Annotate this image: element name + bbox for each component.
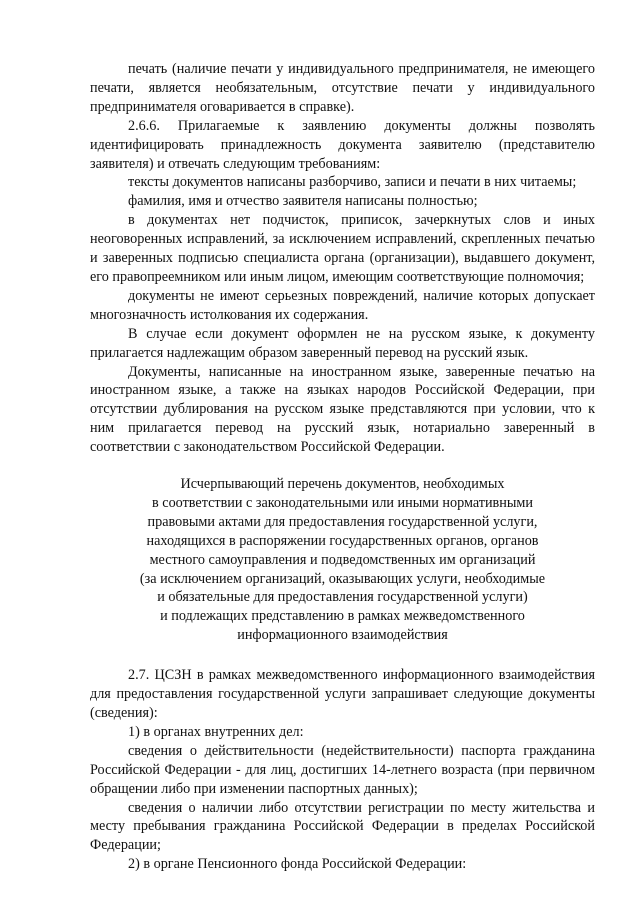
paragraph-translation: В случае если документ оформлен не на русском языке, к документу прилагается надлежащим образом заверенный перевод на русский язык. (90, 325, 595, 361)
heading-line: Исчерпывающий перечень документов, необходимых (180, 476, 505, 493)
paragraph-foreign-documents: Документы, написанные на иностранном языке, заверенные печатью на иностранном языке, а также на языках народов Российской Федерации, при отсутствии дублирования на русском языке представляются при условии, что к ним прилагается перевод на русский язык, нотариально заверенный в соответствии с законодательством Российской Федерации. (90, 363, 595, 456)
requirement-full-name: фамилия, имя и отчество заявителя написаны полностью; (128, 193, 478, 210)
heading-line: местного самоуправления и подведомственных им организаций (149, 551, 536, 568)
requirement-no-damage: документы не имеют серьезных повреждений, наличие которых допускает многозначность истолкования их содержания. (90, 287, 595, 323)
item-internal-affairs: 1) в органах внутренних дел: (128, 723, 304, 740)
requirement-legible: тексты документов написаны разборчиво, записи и печати в них читаемы; (128, 174, 577, 191)
heading-line: находящихся в распоряжении государственных органов, органов (146, 532, 539, 549)
heading-line: (за исключением организаций, оказывающих услуги, необходимые (139, 570, 546, 587)
item-registration: сведения о наличии либо отсутствии регистрации по месту жительства и месту пребывания гражданина Российской Федерации в пределах Российской Федерации; (90, 799, 595, 854)
paragraph-seal-note: печать (наличие печати у индивидуального предпринимателя, не имеющего печати, является необязательным, отсутствие печати у индивидуального предпринимателя оговаривается в справке). (90, 61, 595, 115)
item-pension-fund: 2) в органе Пенсионного фонда Российской Федерации: (128, 856, 467, 873)
heading-line: информационного взаимодействия (237, 627, 448, 644)
heading-line: и подлежащих представлению в рамках межведомственного (160, 608, 525, 625)
item-passport-validity: сведения о действительности (недействительности) паспорта гражданина Российской Федерации - для лиц, достигших 14-летнего возраста (при первичном обращении либо при изменении паспортных данных); (90, 742, 595, 797)
heading-line: в соответствии с законодательными или иными нормативными (152, 494, 533, 511)
paragraph-2-7: 2.7. ЦСЗН в рамках межведомственного информационного взаимодействия для предоставления государственной услуги запрашивает следующие документы (сведения): (90, 667, 595, 721)
heading-line: правовыми актами для предоставления государственной услуги, (147, 513, 538, 530)
document-body (90, 60, 595, 874)
section-heading (90, 475, 595, 645)
heading-line: и обязательные для предоставления государственной услуги) (157, 589, 528, 606)
paragraph-2-6-6: 2.6.6. Прилагаемые к заявлению документы должны позволять идентифицировать принадлежность документа заявителю (представителю заявителя) и отвечать следующим требованиям: (90, 117, 595, 172)
requirement-no-corrections: в документах нет подчисток, приписок, зачеркнутых слов и иных неоговоренных исправлений, за исключением исправлений, скрепленных печатью и заверенных подписью специалиста органа (организации), выдавшего документ, его правопреемником или иным лицом, имеющим соответствующие полномочия; (90, 212, 595, 285)
